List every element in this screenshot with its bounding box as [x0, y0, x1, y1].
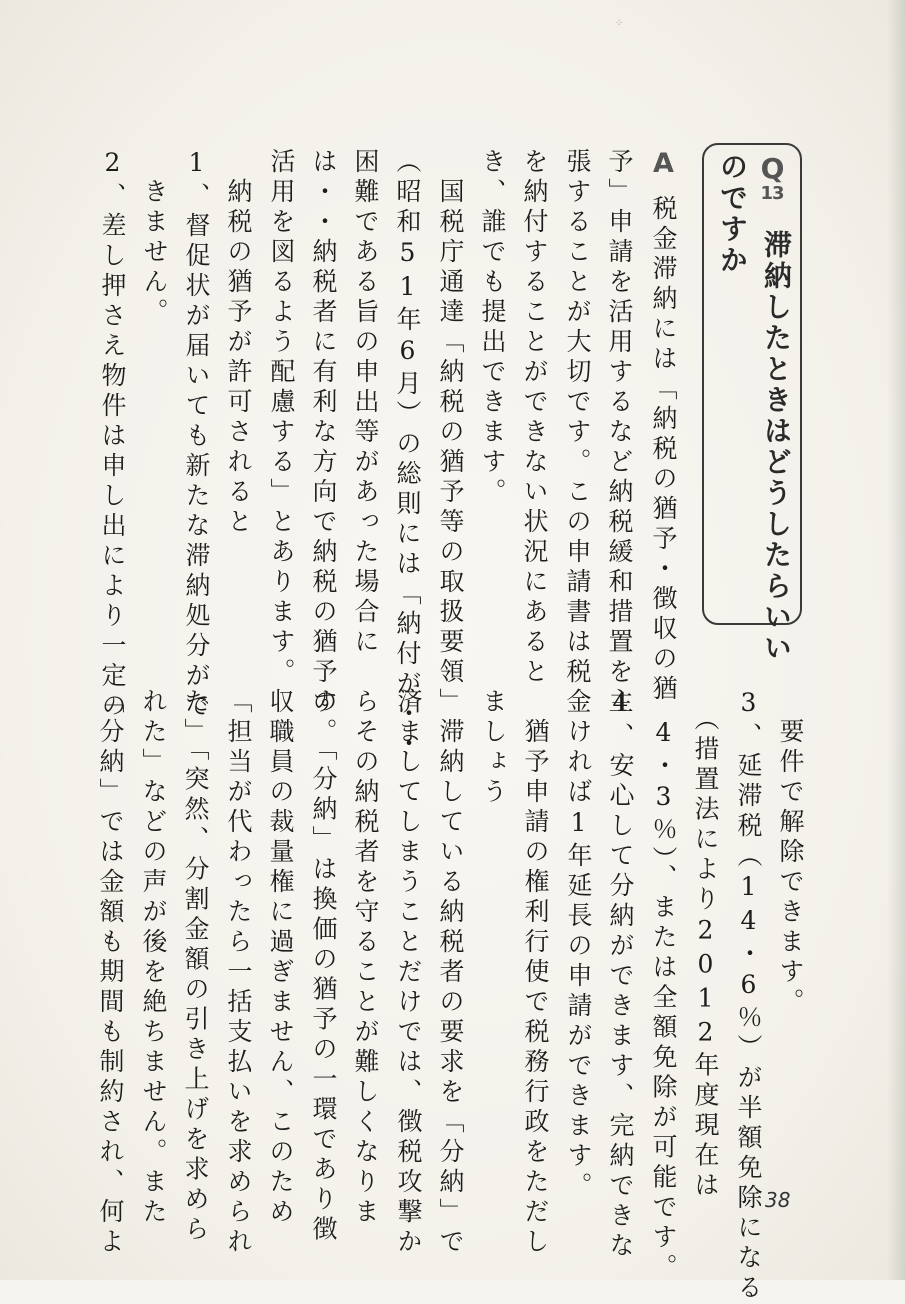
lower-text-column: ましょう: [479, 688, 508, 808]
scan-speck: ⁘: [615, 18, 624, 29]
question-title-line1: 滞納したときはどうしたらいい: [760, 230, 793, 664]
upper-text-column: 予」申請を活用するなど納税緩和措置を主: [605, 148, 634, 718]
upper-text-column: き、誰でも提出できます。: [478, 148, 507, 508]
page-number: 38: [765, 1188, 791, 1212]
lower-text-column: ければ1年延長の申請ができます。: [564, 688, 593, 1202]
upper-text-column: は・・納税者に有利な方向で納税の猶予の: [309, 148, 338, 718]
upper-text-column: きません。: [140, 148, 169, 328]
answer-mark: A: [653, 148, 674, 179]
lower-text-column: 4、安心して分納ができます、完納できな: [606, 688, 635, 1262]
lower-text-column: 収職員の裁量権に過ぎません、このため: [266, 688, 295, 1228]
question-mark: Q: [760, 152, 784, 185]
lower-text-column: す。「分納」は換価の猶予の一環であり徴: [309, 688, 338, 1246]
lower-text-column: （措置法により2012年度現在は: [691, 688, 720, 1202]
upper-text-column: 納税の猶予が許可されると: [224, 148, 253, 538]
upper-text-column: 活用を図るよう配慮する」とあります。: [267, 148, 296, 688]
lower-text-column: 3、延滞税（14・6％）が半額免除になる: [734, 688, 763, 1304]
upper-text-column: 税金滞納には「納税の猶予・徴収の猶: [649, 195, 678, 705]
upper-text-column: を納付することができない状況にあると: [520, 148, 549, 688]
upper-text-column: 2、差し押さえ物件は申し出により一定の: [98, 148, 127, 722]
lower-text-column: 「担当が代わったら一括支払いを求められ: [224, 688, 253, 1258]
upper-text-column: 張することが大切です。この申請書は税金: [563, 148, 592, 718]
lower-text-column: た」「突然、分割金額の引き上げを求めら: [181, 688, 210, 1246]
lower-text-column: れた」などの声が後を絶ちません。また: [139, 688, 168, 1228]
lower-text-column: らその納税者を守ることが難しくなりま: [351, 688, 380, 1228]
lower-text-column: 猶予申請の権利行使で税務行政をただし: [521, 688, 550, 1258]
lower-text-column: 済ましてしまうことだけでは、徴税攻撃か: [394, 688, 423, 1258]
question-label: [752, 152, 792, 204]
lower-text-column: 要件で解除できます。: [776, 688, 805, 1018]
question-title-line2: のですか: [716, 152, 749, 276]
upper-text-column: 1、督促状が届いても新たな滞納処分がで: [182, 148, 211, 722]
upper-text-column: 困難である旨の申出等があった場合に: [351, 148, 380, 658]
question-number: 13: [760, 183, 784, 204]
lower-text-column: 4・3％）、または全額免除が可能です。: [649, 688, 678, 1284]
upper-text-column: 国税庁通達「納税の猶予等の取扱要領」: [436, 148, 465, 718]
lower-text-column: 「分納」では金額も期間も制約され、何よ: [96, 688, 125, 1258]
lower-text-column: 滞納している納税者の要求を「分納」で: [436, 688, 465, 1258]
upper-text-column: （昭和51年6月）の総則には「納付が・・: [393, 148, 422, 760]
page-edge-shadow: [887, 0, 905, 1280]
